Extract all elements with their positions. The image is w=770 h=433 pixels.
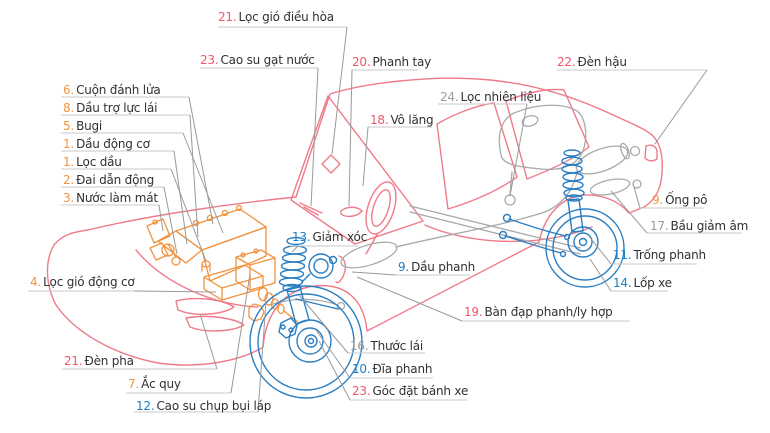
label-text: Đai dẫn động bbox=[76, 173, 155, 187]
front-disc bbox=[289, 320, 331, 362]
front-coil bbox=[284, 246, 307, 254]
cabin-filter-diamond bbox=[322, 155, 340, 173]
label-trong-phanh bbox=[613, 248, 706, 262]
label-number: 10. bbox=[352, 362, 371, 376]
label-number: 17. bbox=[650, 219, 669, 233]
front-door-window bbox=[437, 103, 517, 209]
label-text: Ắc quy bbox=[141, 377, 181, 391]
rear-hub-center bbox=[580, 239, 587, 246]
label-text: Lọc nhiên liệu bbox=[460, 90, 542, 104]
label-loc-gio-dong-co bbox=[30, 275, 135, 289]
brake-booster bbox=[309, 254, 333, 278]
suspension-brake-drawing bbox=[250, 150, 624, 398]
fuel-filter-shape bbox=[505, 195, 515, 205]
label-number: 21. bbox=[64, 354, 83, 368]
label-den-hau bbox=[557, 55, 627, 69]
brake-drum-inner bbox=[574, 233, 592, 251]
cv-boot-rib bbox=[278, 305, 284, 314]
label-loc-gio-dieu-hoa bbox=[218, 10, 334, 24]
label-text: Thước lái bbox=[370, 339, 424, 353]
label-number: 9. bbox=[398, 260, 410, 274]
label-number: 2. bbox=[63, 173, 75, 187]
front-coil bbox=[283, 254, 306, 262]
label-number: 24. bbox=[440, 90, 459, 104]
label-cuon-danh-lua bbox=[63, 83, 161, 97]
label-number: 16. bbox=[350, 339, 369, 353]
rear-silencer bbox=[589, 176, 631, 198]
arm-end bbox=[561, 252, 566, 257]
label-text: Giảm xóc bbox=[312, 230, 368, 244]
label-cao-su-gat-nuoc bbox=[200, 53, 315, 67]
label-text: Bugi bbox=[76, 119, 103, 133]
label-text: Vô lăng bbox=[390, 113, 434, 127]
front-hub bbox=[305, 335, 317, 347]
label-number: 23. bbox=[200, 53, 219, 67]
label-text: Lốp xe bbox=[633, 276, 672, 290]
label-bugi bbox=[63, 119, 102, 133]
engine-drawing bbox=[147, 206, 299, 324]
rear-coil bbox=[563, 173, 583, 181]
brake-booster-inner bbox=[314, 259, 328, 273]
label-text: Lọc gió điều hòa bbox=[238, 10, 334, 24]
tailpipe-tip bbox=[633, 180, 641, 188]
rear-muffler-cap bbox=[619, 142, 631, 159]
label-text: Đĩa phanh bbox=[372, 362, 433, 376]
front-hub-center bbox=[309, 339, 314, 344]
label-text: Bàn đạp phanh/ly hợp bbox=[484, 305, 613, 319]
label-loc-nhien-lieu bbox=[440, 90, 541, 104]
drive-shaft bbox=[284, 311, 299, 323]
label-text: Cao su gạt nước bbox=[220, 53, 315, 67]
label-number: 20. bbox=[352, 55, 371, 69]
label-phanh-tay bbox=[352, 55, 431, 69]
label-text: Cuộn đánh lửa bbox=[76, 83, 161, 97]
taillight-shape bbox=[645, 145, 657, 161]
side-trim-lines bbox=[410, 206, 580, 254]
label-number: 23. bbox=[352, 384, 371, 398]
label-lop-xe bbox=[613, 276, 672, 290]
leader-lines bbox=[134, 27, 707, 412]
label-number: 13. bbox=[292, 230, 311, 244]
steering-wheel-shape bbox=[360, 178, 401, 237]
label-text: Lọc gió động cơ bbox=[43, 275, 135, 289]
label-thuoc-lai bbox=[350, 339, 423, 353]
label-number: 8. bbox=[63, 101, 75, 115]
label-text: Ống pô bbox=[665, 193, 708, 207]
label-text: Đèn hậu bbox=[577, 55, 627, 69]
front-coil bbox=[281, 270, 304, 278]
coolant-tank bbox=[147, 219, 170, 243]
label-text: Lọc dầu bbox=[76, 155, 122, 169]
label-number: 4. bbox=[30, 275, 42, 289]
label-dau-tro-luc-lai bbox=[63, 101, 157, 115]
label-text: Phanh tay bbox=[372, 55, 432, 69]
reservoir-shape bbox=[150, 243, 168, 260]
label-ong-po bbox=[652, 193, 707, 207]
brake-bracket-shape bbox=[336, 256, 345, 283]
label-dia-phanh bbox=[352, 362, 432, 376]
exhaust-tip bbox=[631, 147, 640, 156]
control-arm bbox=[509, 219, 566, 236]
label-text: Trống phanh bbox=[633, 248, 706, 262]
handbrake-shape bbox=[341, 207, 362, 216]
label-number: 11. bbox=[613, 248, 632, 262]
label-loc-dau bbox=[63, 155, 122, 169]
rear-coil bbox=[562, 165, 582, 173]
label-number: 14. bbox=[613, 276, 632, 290]
label-number: 18. bbox=[370, 113, 389, 127]
label-text: Bầu giảm âm bbox=[670, 219, 749, 233]
rear-strut-mount bbox=[564, 150, 580, 156]
label-text: Góc đặt bánh xe bbox=[372, 384, 469, 398]
label-cao-su-chup-bui-lap bbox=[136, 399, 271, 413]
label-number: 3. bbox=[63, 191, 75, 205]
rear-tire-inner bbox=[553, 216, 617, 280]
label-number: 6. bbox=[63, 83, 75, 97]
label-text: Dầu trợ lực lái bbox=[76, 101, 158, 115]
steering-wheel-inner bbox=[368, 188, 394, 229]
label-nuoc-lam-mat bbox=[63, 191, 158, 205]
label-text: Nước làm mát bbox=[76, 191, 158, 205]
label-ac-quy bbox=[128, 377, 181, 391]
front-coil bbox=[282, 262, 305, 270]
label-number: 19. bbox=[464, 305, 483, 319]
belt-pulley bbox=[172, 257, 180, 265]
label-ban-dap-phanh-ly-hop bbox=[464, 305, 613, 319]
label-vo-lang bbox=[370, 113, 433, 127]
label-number: 7. bbox=[128, 377, 140, 391]
headlight-shape bbox=[176, 299, 234, 315]
label-bau-giam-am bbox=[650, 219, 748, 233]
label-dau-phanh bbox=[398, 260, 475, 274]
engine-block bbox=[202, 227, 266, 281]
label-dau-dong-co bbox=[63, 137, 150, 151]
label-number: 9. bbox=[652, 193, 664, 207]
label-den-pha bbox=[64, 354, 134, 368]
label-number: 22. bbox=[557, 55, 576, 69]
label-text: Đèn pha bbox=[84, 354, 134, 368]
caliper-bolt bbox=[289, 328, 293, 332]
label-text: Cao su chụp bụi láp bbox=[156, 399, 272, 413]
label-number: 12. bbox=[136, 399, 155, 413]
label-number: 5. bbox=[63, 119, 75, 133]
arm-bushing bbox=[504, 215, 511, 222]
bumper-vent-shape bbox=[186, 316, 244, 331]
label-number: 1. bbox=[63, 137, 75, 151]
label-text: Dầu động cơ bbox=[76, 137, 150, 151]
label-giam-xoc bbox=[292, 230, 367, 244]
label-goc-dat-banh-xe bbox=[352, 384, 468, 398]
label-text: Dầu phanh bbox=[411, 260, 476, 274]
label-dai-dan-dong bbox=[63, 173, 154, 187]
label-number: 1. bbox=[63, 155, 75, 169]
label-number: 21. bbox=[218, 10, 237, 24]
caliper-bolt bbox=[281, 325, 285, 329]
